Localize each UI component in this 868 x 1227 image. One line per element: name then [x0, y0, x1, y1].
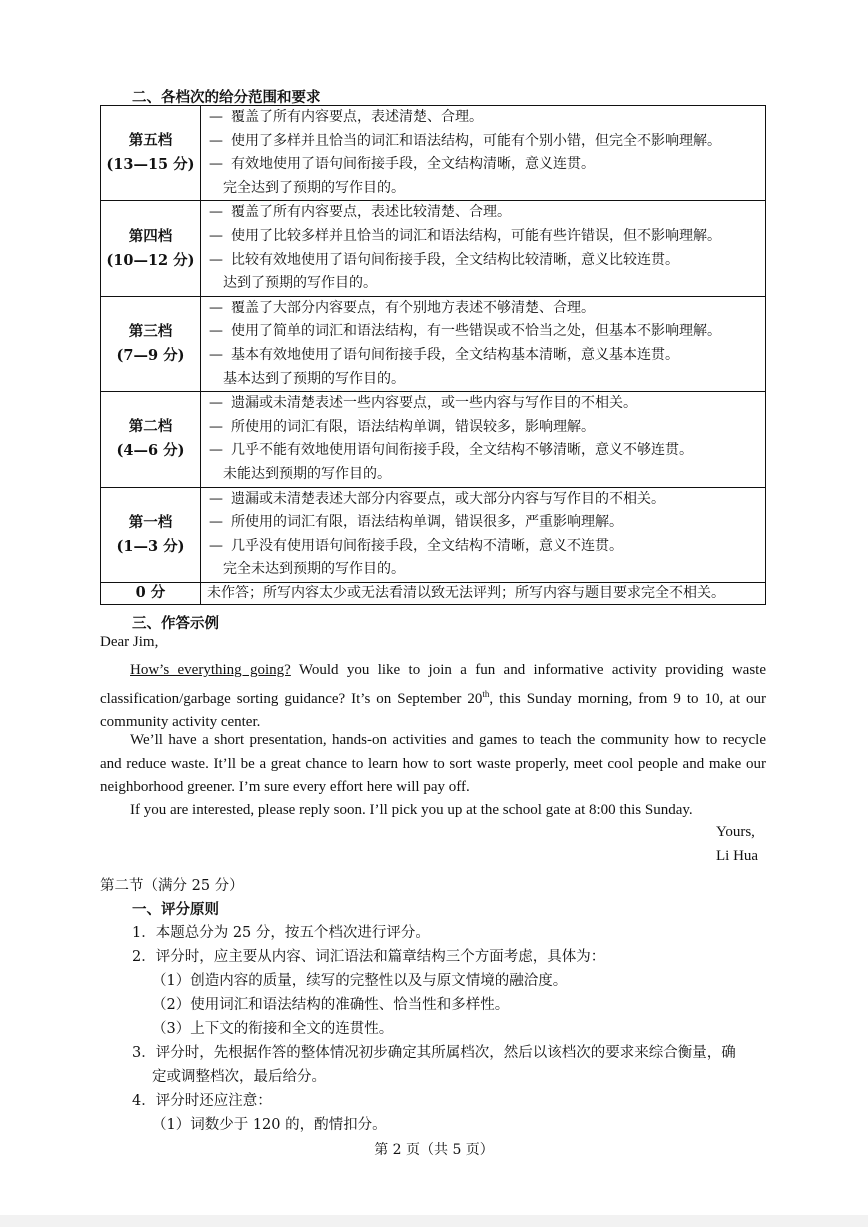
dash-bullet-icon: —	[209, 490, 223, 507]
page-footer: 第 2 页（共 5 页）	[374, 1142, 494, 1158]
section-2-heading: 二、各档次的给分范围和要求	[132, 89, 321, 106]
band-range: (7—9 分)	[116, 346, 185, 364]
letter-p1-text-b: , this Sunday morning, from 9 to 10, at our community activity center.	[100, 690, 766, 730]
band-label-cell	[101, 487, 201, 582]
criterion-text: 使用了简单的词汇和语法结构，有一些错误或不恰当之处，但基本不影响理解。	[231, 323, 721, 340]
criterion-line	[209, 297, 765, 321]
scan-edge	[0, 1215, 868, 1227]
criterion-line	[209, 106, 765, 130]
principle-subitem-3: （3）上下文的衔接和全文的连贯性。	[152, 1021, 394, 1037]
dash-bullet-icon: —	[209, 395, 223, 412]
dash-bullet-icon: —	[209, 109, 223, 125]
principle-item-3-cont: 定或调整档次，最后给分。	[152, 1069, 326, 1085]
band-range: (10—12 分)	[106, 251, 195, 269]
principle-item-1: 1．本题总分为 25 分，按五个档次进行评分。	[132, 925, 430, 941]
band-name: 第一档	[128, 513, 173, 531]
scoring-band-table	[100, 105, 766, 605]
band-range: (13—15 分)	[106, 156, 195, 174]
criterion-text: 遗漏或未清楚表述大部分内容要点，或大部分内容与写作目的不相关。	[231, 490, 665, 507]
letter-p1-text-a: Would you like to join a fun and informative activity providing waste classification/garbage sorting guidance? It’s on September 20	[100, 662, 767, 707]
criterion-line	[209, 535, 765, 559]
principle-subitem-1: （1）创造内容的质量，续写的完整性以及与原文情境的融洽度。	[152, 973, 568, 989]
dash-bullet-icon: —	[209, 227, 223, 244]
dash-bullet-icon: —	[209, 346, 223, 363]
criterion-line	[209, 130, 765, 154]
criterion-text: 使用了多样并且恰当的词汇和语法结构，可能有个别小错，但完全不影响理解。	[231, 132, 721, 149]
band-criteria-cell	[201, 106, 766, 201]
band-summary: 完全达到了预期的写作目的。	[223, 179, 405, 196]
criterion-line	[209, 344, 765, 368]
criterion-text: 所使用的词汇有限，语法结构单调，错误很多，严重影响理解。	[231, 514, 623, 531]
criterion-line	[209, 225, 765, 249]
criterion-text: 所使用的词汇有限，语法结构单调，错误较多，影响理解。	[231, 418, 595, 435]
principle-item-4: 4．评分时还应注意：	[132, 1093, 272, 1109]
band-name: 第二档	[128, 418, 173, 436]
criterion-line	[209, 153, 765, 177]
letter-closing: Yours,	[716, 824, 755, 840]
letter-salutation: Dear Jim,	[100, 634, 159, 650]
band-row	[101, 487, 766, 582]
letter-paragraph-1	[100, 659, 766, 735]
zero-band-criteria: 未作答；所写内容太少或无法看清以致无法评判；所写内容与题目要求完全不相关。	[201, 582, 766, 604]
criterion-text: 几乎不能有效地使用语句间衔接手段，全文结构不够清晰，意义不够连贯。	[231, 442, 693, 459]
band-row	[101, 201, 766, 296]
section-3-heading: 三、作答示例	[132, 615, 219, 632]
band-range: (1—3 分)	[116, 537, 185, 555]
band-summary: 基本达到了预期的写作目的。	[223, 370, 405, 387]
letter-signature: Li Hua	[716, 848, 759, 864]
band-row	[101, 106, 766, 201]
dash-bullet-icon: —	[209, 323, 223, 340]
band-label-cell	[101, 106, 201, 201]
criterion-line	[209, 201, 765, 225]
band-summary: 完全未达到预期的写作目的。	[223, 561, 405, 578]
part-2-title: 第二节（满分 25 分）	[100, 878, 244, 894]
dash-bullet-icon: —	[209, 204, 223, 221]
letter-p1-ordinal: th	[482, 688, 490, 699]
dash-bullet-icon: —	[209, 251, 223, 268]
letter-p3-text: If you are interested, please reply soon. I’ll pick you up at the school gate at 8:00 this Sunday.	[130, 802, 693, 818]
criterion-text: 基本有效地使用了语句间衔接手段，全文结构基本清晰，意义基本连贯。	[231, 346, 679, 363]
criterion-text: 有效地使用了语句间衔接手段，全文结构清晰，意义连贯。	[231, 156, 595, 173]
band-range: (4—6 分)	[116, 442, 185, 460]
principles-heading: 一、评分原则	[132, 901, 219, 918]
criterion-text: 覆盖了所有内容要点，表述比较清楚、合理。	[231, 204, 511, 221]
principle-subitem-2: （2）使用词汇和语法结构的准确性、恰当性和多样性。	[152, 997, 510, 1013]
band-criteria-cell	[201, 296, 766, 391]
letter-paragraph-2	[100, 729, 766, 800]
dash-bullet-icon: —	[209, 299, 223, 316]
dash-bullet-icon: —	[209, 442, 223, 459]
letter-opening-question: How’s everything going?	[130, 662, 291, 678]
criterion-line	[209, 488, 765, 512]
criterion-text: 覆盖了所有内容要点，表述清楚、合理。	[231, 109, 483, 125]
zero-band-label: 0 分	[101, 582, 201, 604]
principle-item-2: 2．评分时，应主要从内容、词汇语法和篇章结构三个方面考虑，具体为：	[132, 949, 606, 965]
band-criteria-cell	[201, 392, 766, 487]
criterion-text: 使用了比较多样并且恰当的词汇和语法结构，可能有些许错误，但不影响理解。	[231, 227, 721, 244]
band-row-zero	[101, 582, 766, 604]
band-name: 第三档	[128, 322, 173, 340]
dash-bullet-icon: —	[209, 514, 223, 531]
band-label-cell	[101, 296, 201, 391]
dash-bullet-icon: —	[209, 537, 223, 554]
band-name: 第四档	[128, 227, 173, 245]
criterion-text: 几乎没有使用语句间衔接手段，全文结构不清晰，意义不连贯。	[231, 537, 623, 554]
criterion-text: 覆盖了大部分内容要点，有个别地方表述不够清楚、合理。	[231, 299, 595, 316]
criterion-line	[209, 439, 765, 463]
band-label-cell	[101, 201, 201, 296]
criterion-text: 遗漏或未清楚表述一些内容要点，或一些内容与写作目的不相关。	[231, 395, 637, 412]
band-criteria-cell	[201, 201, 766, 296]
dash-bullet-icon: —	[209, 418, 223, 435]
criterion-line	[209, 416, 765, 440]
letter-p2-text: We’ll have a short presentation, hands-on activities and games to teach the community how to recycle and reduce waste. It’ll be a great chance to learn how to sort waste properly, meet cool people and make our neighborhood greener. I’m sure every effort here will pay off.	[100, 732, 766, 795]
criterion-text: 比较有效地使用了语句间衔接手段，全文结构比较清晰，意义比较连贯。	[231, 251, 679, 268]
band-row	[101, 296, 766, 391]
criterion-line	[209, 392, 765, 416]
band-criteria-cell	[201, 487, 766, 582]
band-row	[101, 392, 766, 487]
band-label-cell	[101, 392, 201, 487]
band-summary: 未能达到预期的写作目的。	[223, 465, 391, 482]
band-name: 第五档	[128, 132, 173, 150]
band-summary: 达到了预期的写作目的。	[223, 275, 377, 292]
criterion-line	[209, 511, 765, 535]
criterion-line	[209, 249, 765, 273]
principle-item-3: 3．评分时，先根据作答的整体情况初步确定其所属档次，然后以该档次的要求来综合衡量，确	[132, 1045, 736, 1061]
letter-paragraph-3	[100, 799, 766, 823]
criterion-line	[209, 320, 765, 344]
principle-subitem-4-1: （1）词数少于 120 的，酌情扣分。	[152, 1117, 387, 1133]
dash-bullet-icon: —	[209, 156, 223, 173]
dash-bullet-icon: —	[209, 132, 223, 149]
